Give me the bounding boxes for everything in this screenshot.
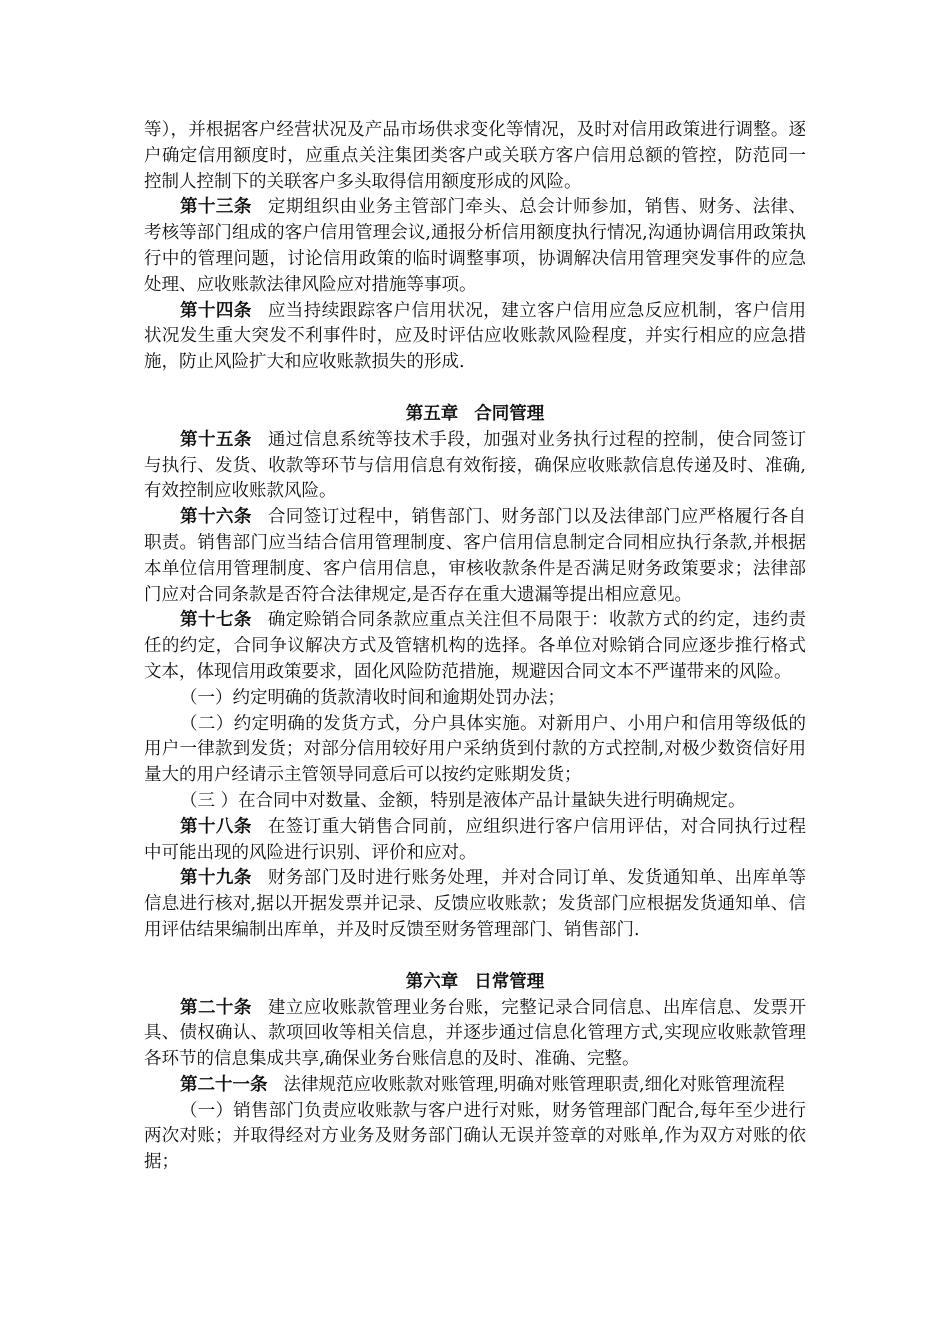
article-21 xyxy=(144,1073,806,1099)
article-number: 第十七条 xyxy=(180,610,252,631)
article-20 xyxy=(144,996,806,1073)
article-number: 第十五条 xyxy=(180,429,252,450)
chapter-number: 第五章 xyxy=(405,403,459,424)
article-number: 第二十条 xyxy=(180,997,252,1018)
list-item: （二）约定明确的发货方式，分户具体实施。对新用户、小用户和信用等级低的用户一律款到发货；对部分信用较好用户采纳货到付款的方式控制,对极少数资信好用量大的用户经请示主管领导同意后可以按约定账期发货； xyxy=(144,713,806,786)
list-item: （一）约定明确的货款清收时间和逾期处罚办法； xyxy=(180,687,565,708)
article-13 xyxy=(144,195,806,298)
chapter-heading-6 xyxy=(144,970,806,996)
article-number: 第十三条 xyxy=(180,197,252,218)
article-number: 第十八条 xyxy=(180,816,252,837)
article-text: 定期组织由业务主管部门牵头、总会计师参加，销售、财务、法律、考核等部门组成的客户信用管理会议,通报分析信用额度执行情况,沟通协调信用政策执行中的管理问题，讨论信用政策的临时调整事项，协调解决信用管理突发事件的应急处理、应收账款法律风险应对措施等事项。 xyxy=(144,197,807,295)
article-text: 应当持续跟踪客户信用状况，建立客户信用应急反应机制，客户信用状况发生重大突发不利事件时，应及时评估应收账款风险程度，并实行相应的应急措施，防止风险扩大和应收账款损失的形成. xyxy=(144,300,807,373)
article-17 xyxy=(144,608,806,685)
chapter-title: 日常管理 xyxy=(474,971,545,992)
chapter-heading-5 xyxy=(144,402,806,428)
article-text: 在签订重大销售合同前，应组织进行客户信用评估，对合同执行过程中可能出现的风险进行识别、评价和应对。 xyxy=(144,816,807,863)
article-14 xyxy=(144,299,806,376)
article-number: 第二十一条 xyxy=(180,1074,268,1095)
article-number: 第十四条 xyxy=(180,300,252,321)
article-15 xyxy=(144,428,806,505)
list-item: （一）销售部门负责应收账款与客户进行对账，财务管理部门配合,每年至少进行两次对账；并取得经对方业务及财务部门确认无误并签章的对账单,作为双方对账的依据； xyxy=(144,1100,806,1173)
chapter-title: 合同管理 xyxy=(474,403,545,424)
article-text: 财务部门及时进行账务处理，并对合同订单、发货通知单、出库单等信息进行核对,据以开据发票并记录、反馈应收账款；发货部门应根据发货通知单、信用评估结果编制出库单，并及时反馈至财务管理部门、销售部门. xyxy=(144,868,807,940)
article-text: 确定赊销合同条款应重点关注但不局限于：收款方式的约定，违约责任的约定，合同争议解决方式及管辖机构的选择。各单位对赊销合同应逐步推行格式文本，体现信用政策要求，固化风险防范措施，规避因合同文本不严谨带来的风险。 xyxy=(144,610,807,682)
paragraph-continued: 等），并根据客户经营状况及产品市场供求变化等情况，及时对信用政策进行调整。逐户确定信用额度时，应重点关注集团类客户或关联方客户信用总额的管控，防范同一控制人控制下的关联客户多头取得信用额度形成的风险。 xyxy=(144,120,806,192)
article-text: 法律规范应收账款对账管理,明确对账管理职责,细化对账管理流程 xyxy=(283,1074,785,1095)
document-page xyxy=(144,118,806,1176)
article-19 xyxy=(144,866,806,943)
list-item: （三 ）在合同中对数量、金额，特别是液体产品计量缺失进行明确规定。 xyxy=(180,790,746,811)
article-number: 第十六条 xyxy=(180,507,252,528)
article-16 xyxy=(144,505,806,608)
article-text: 建立应收账款管理业务台账，完整记录合同信息、出库信息、发票开具、债权确认、款项回收等相关信息，并逐步通过信息化管理方式,实现应收账款管理各环节的信息集成共享,确保业务台账信息的及时、准确、完整。 xyxy=(144,997,807,1070)
article-text: 通过信息系统等技术手段，加强对业务执行过程的控制，使合同签订与执行、发货、收款等环节与信用信息有效衔接，确保应收账款信息传递及时、准确,有效控制应收账款风险。 xyxy=(144,429,807,502)
article-number: 第十九条 xyxy=(180,868,252,889)
article-18 xyxy=(144,815,806,867)
chapter-number: 第六章 xyxy=(405,971,459,992)
article-text: 合同签订过程中，销售部门、财务部门以及法律部门应严格履行各自职责。销售部门应当结合信用管理制度、客户信用信息制定合同相应执行条款,并根据本单位信用管理制度、客户信用信息，审核收款条件是否满足财务政策要求；法律部门应对合同条款是否符合法律规定,是否存在重大遗漏等提出相应意见。 xyxy=(144,507,807,605)
